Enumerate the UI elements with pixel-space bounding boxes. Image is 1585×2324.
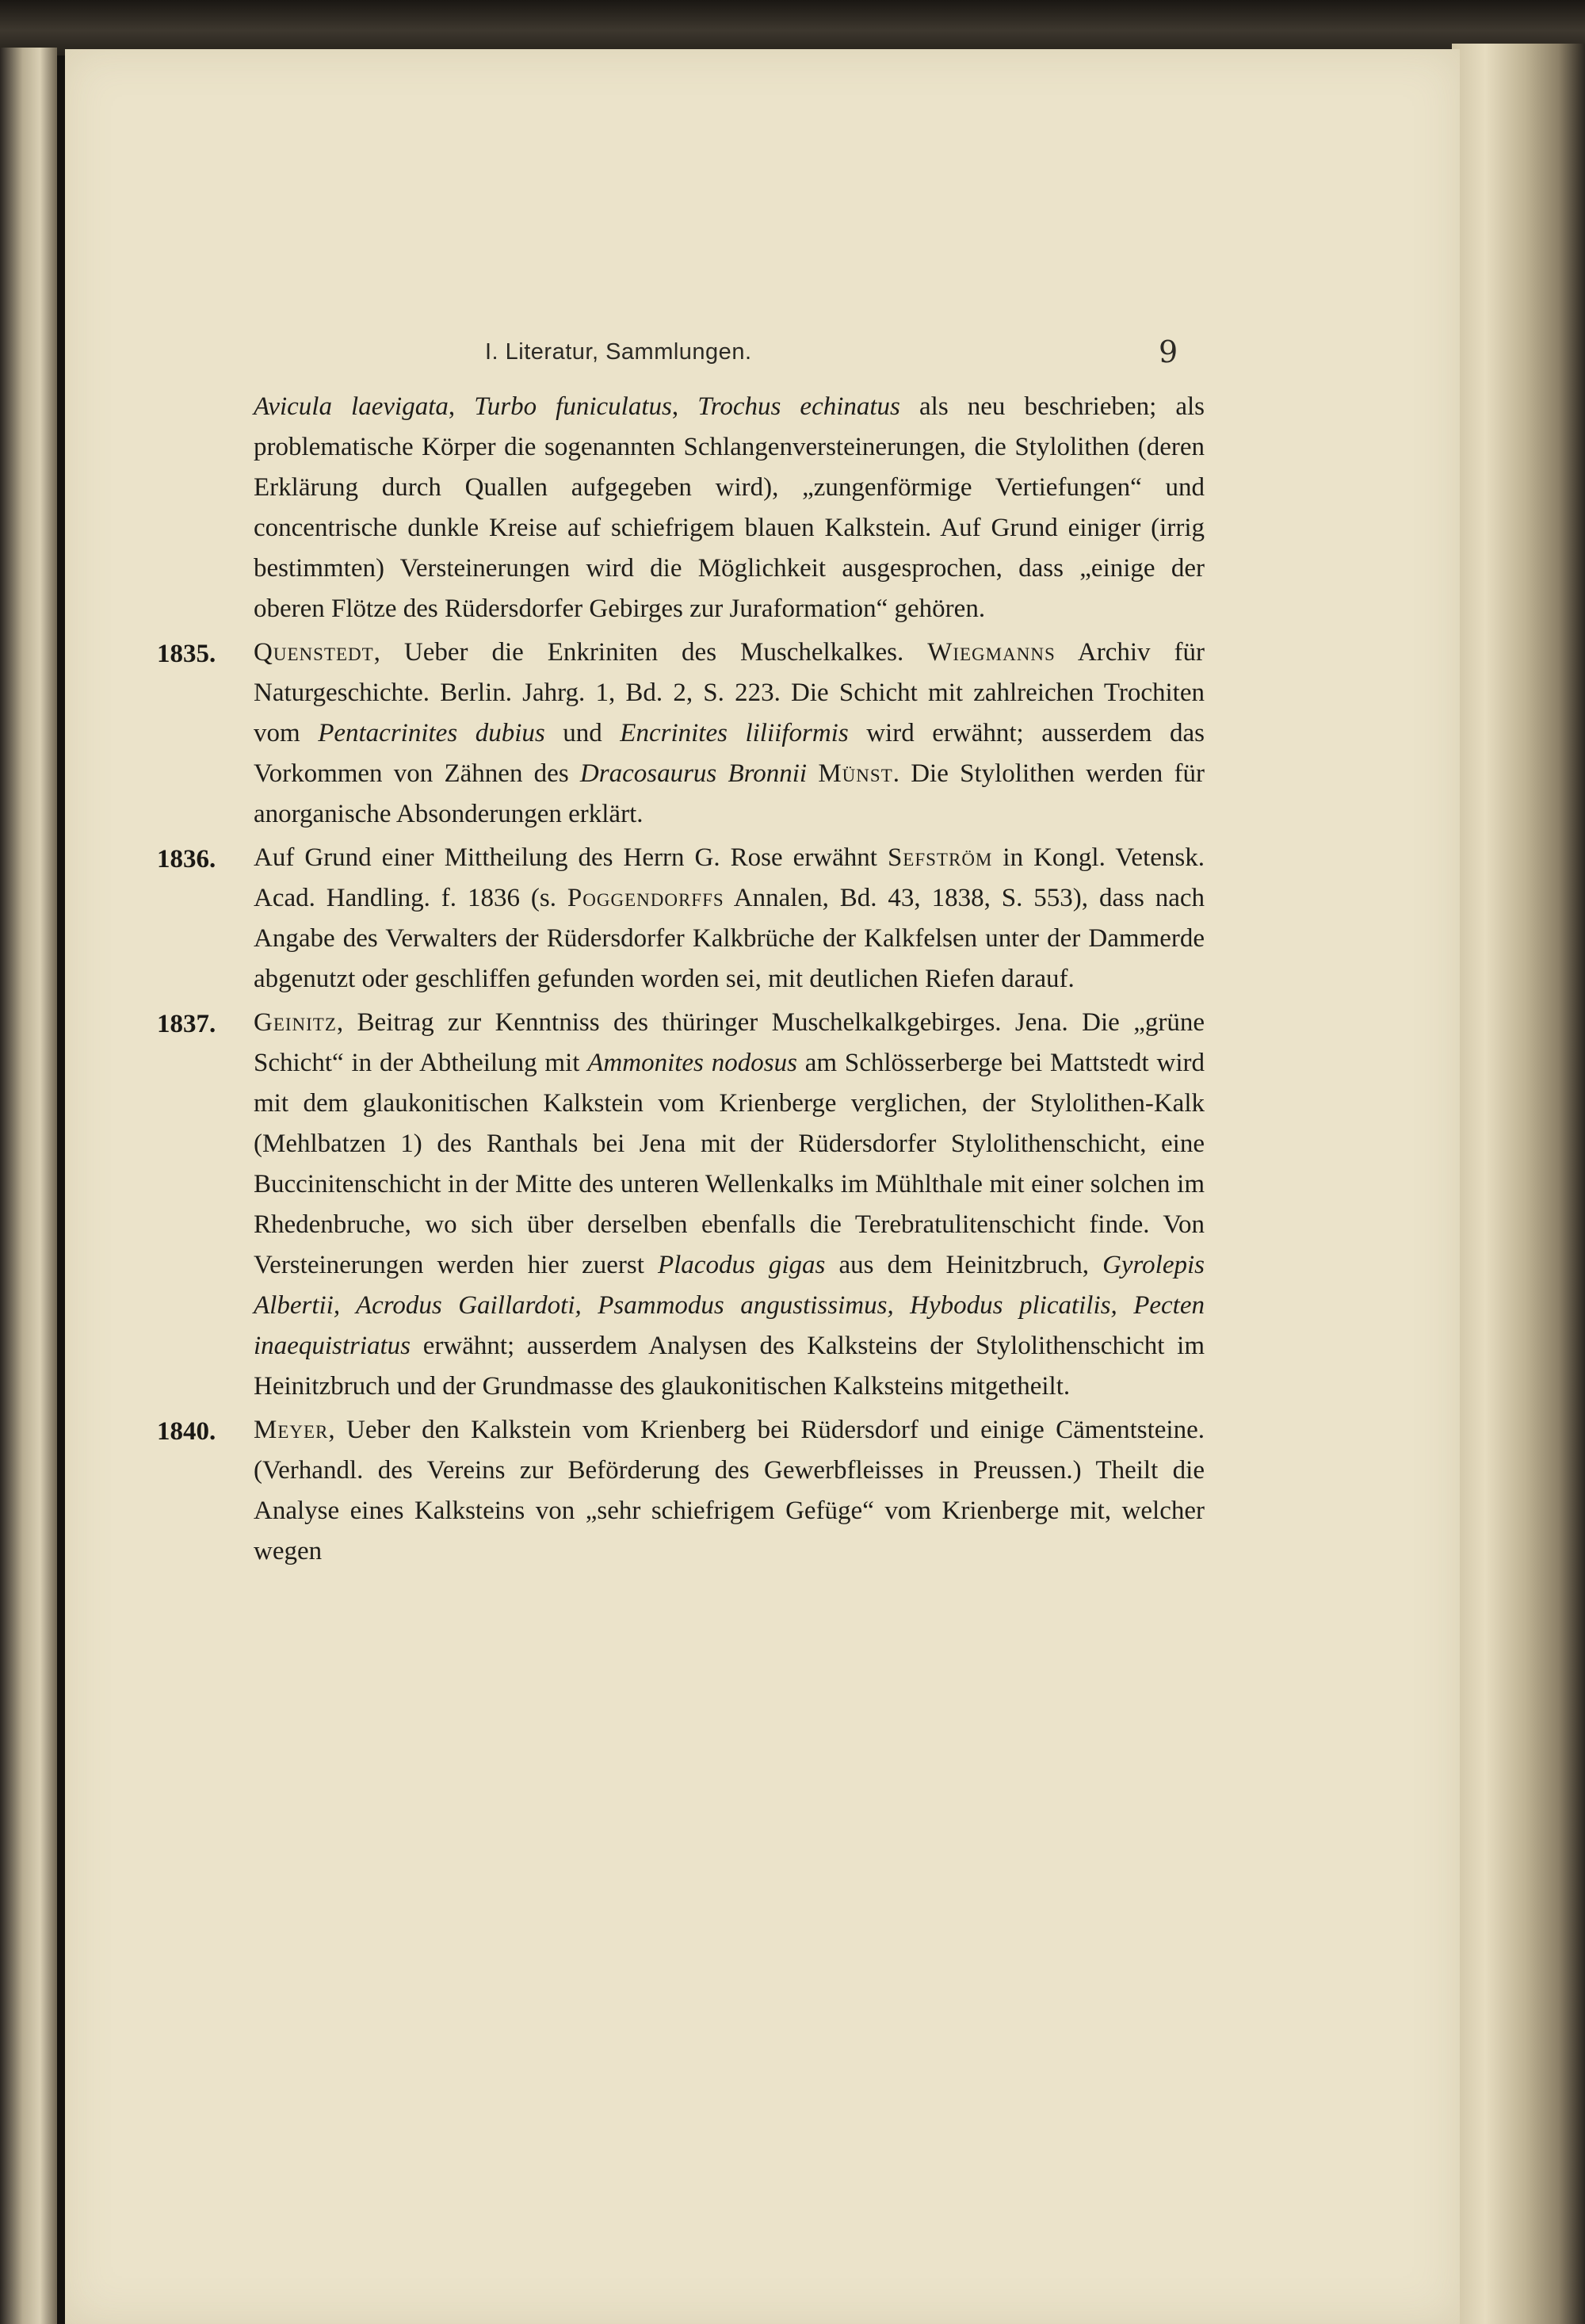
species-name: Pentacrinites dubius [318,719,545,747]
scan-left-page-edge [0,48,57,2324]
author-name: Wiegmanns [927,638,1056,667]
species-name: Trochus echinatus [697,392,900,421]
species-name: Turbo funiculatus [474,392,672,421]
entry-1835: 1835. Quenstedt, Ueber die Enkriniten des Muschelkalkes. Wiegmanns Archiv für Naturgeschichte. Berlin. Jahrg. 1, Bd. 2, S. 223. Die Schicht mit zahlreichen Trochiten vom Pentacrinites dubius und Encrinites liliiformis wird erwähnt; ausserdem das Vorkommen von Zähnen des Dracosaurus Bronnii Münst. Die Stylolithen werden für anorganische Absonderungen erklärt. [254,633,1205,835]
entry-year: 1835. [157,640,216,668]
entry-year: 1837. [157,1010,216,1038]
entry-1836: 1836. Auf Grund einer Mittheilung des Herrn G. Rose erwähnt Sefström in Kongl. Vetensk. Acad. Handling. f. 1836 (s. Poggendorffs Annalen, Bd. 43, 1838, S. 553), dass nach Angabe des Verwalters der Rüdersdorfer Kalkbrüche der Kalkfelsen unter der Dammerde abgenutzt oder geschliffen gefunden worden sei, mit deutlichen Riefen darauf. [254,838,1205,1000]
page-number: 9 [1159,334,1178,369]
author-name: Sefström [887,843,993,872]
entry-1837: 1837. Geinitz, Beitrag zur Kenntniss des thüringer Muschelkalkgebirges. Jena. Die „grüne Schicht“ in der Abtheilung mit Ammonites nodosus am Schlösserberge bei Mattstedt wird mit dem glaukonitischen Kalkstein vom Krienberge verglichen, der Stylolithen-Kalk (Mehlbatzen 1) des Ranthals bei Jena mit der Rüdersdorfer Stylolithenschicht, eine Buccinitenschicht in der Mitte des unteren Wellenkalks im Mühlthale mit einer solchen im Rhedenbruche, wo sich über derselben ebenfalls die Terebratulitenschicht finde. Von Versteinerungen werden hier zuerst Placodus gigas aus dem Heinitzbruch, Gyrolepis Albertii, Acrodus Gaillardoti, Psammodus angustissimus, Hybodus plicatilis, Pecten inaequistriatus erwähnt; ausserdem Analysen des Kalksteins der Stylolithenschicht im Heinitzbruch und der Grundmasse des glaukonitischen Kalksteins mitgetheilt. [254,1003,1205,1407]
scan-right-page-stack [1452,44,1585,2324]
species-name: Ammonites nodosus [587,1049,797,1077]
species-name: Placodus gigas [657,1251,826,1279]
scan-top-border [0,0,1585,55]
species-name: Gyrolepis Albertii, Acrodus Gaillardoti, Psammodus angustissimus, Hybodus plicatilis, Pecten inaequistriatus [254,1251,1205,1360]
species-name: Avicula laevigata [254,392,449,421]
author-name: Quenstedt [254,638,374,667]
header-title: I. Literatur, Sammlungen. [485,339,752,365]
author-name: Poggendorffs [567,884,724,912]
entry-year: 1836. [157,845,216,873]
intro-paragraph: Avicula laevigata, Turbo funiculatus, Trochus echinatus als neu beschrieben; als problematische Körper die sogenannten Schlangenversteinerungen, die Stylolithen (deren Erklärung durch Quallen aufgegeben wird), „zungenförmige Vertiefungen“ und concentrische dunkle Kreise auf schiefrigem blauen Kalkstein. Auf Grund einiger (irrig bestimmten) Versteinerungen wird die Möglichkeit ausgesprochen, dass „einige der oberen Flötze des Rüdersdorfer Gebirges zur Juraformation“ gehören. [254,392,1205,623]
running-header [485,334,1198,379]
author-name: Meyer [254,1416,329,1444]
species-name: Encrinites liliiformis [620,719,849,747]
entry-1840: 1840. Meyer, Ueber den Kalkstein vom Krienberg bei Rüdersdorf und einige Cämentsteine. (Verhandl. des Vereins zur Beförderung des Gewerbfleisses in Preussen.) Theilt die Analyse eines Kalksteins von „sehr schiefrigem Gefüge“ vom Krienberge mit, welcher wegen [254,1410,1205,1572]
page-body [157,387,1205,1572]
author-name: Münst [818,759,893,788]
entry-year: 1840. [157,1417,216,1446]
species-name: Dracosaurus Bronnii [579,759,808,788]
author-name: Geinitz [254,1008,337,1037]
